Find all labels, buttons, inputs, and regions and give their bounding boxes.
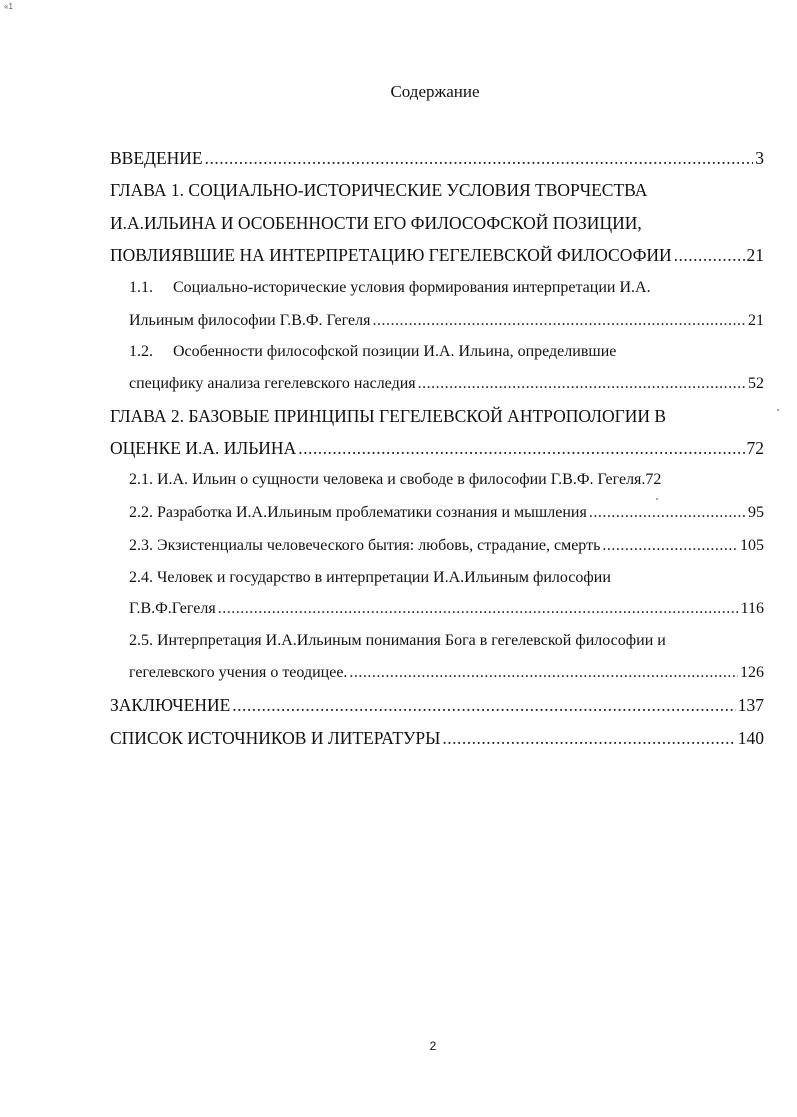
toc-entry-title: Ильиным философии Г.В.Ф. Гегеля: [129, 312, 371, 329]
toc-section-1-1-line-1[interactable]: [129, 276, 651, 300]
toc-section-2-1[interactable]: [129, 468, 764, 492]
toc-section-2-4-line-1[interactable]: [129, 566, 611, 590]
page-number: 2: [429, 1039, 437, 1053]
toc-heading: Содержание: [390, 82, 480, 101]
toc-entry-title: ОЦЕНКЕ И.А. ИЛЬИНА: [110, 438, 297, 458]
toc-entry-page: 105: [740, 537, 764, 554]
toc-entry-page: 140: [737, 728, 764, 748]
leader-dots: [372, 309, 746, 333]
toc-section-1-2-line-1[interactable]: [129, 340, 616, 364]
leader-dots: [349, 661, 738, 685]
toc-section-1-2-line-2[interactable]: [129, 372, 764, 396]
leader-dots: [674, 243, 745, 267]
toc-entry-title: 2.4. Человек и государство в интерпретации И.А.Ильиным философии: [129, 569, 611, 586]
toc-entry-title: И.А.ИЛЬИНА И ОСОБЕННОСТИ ЕГО ФИЛОСОФСКОЙ ПОЗИЦИИ,: [110, 213, 642, 233]
toc-chapter-1-line-1[interactable]: [110, 178, 647, 202]
toc-entry-title: ВВЕДЕНИЕ: [110, 148, 203, 168]
leader-dots: [218, 597, 739, 621]
toc-chapter-1-line-3[interactable]: [110, 243, 764, 267]
toc-entry-title: 2.1. И.А. Ильин о сущности человека и свободе в философии Г.В.Ф. Гегеля.: [129, 471, 646, 488]
toc-entry-title: Г.В.Ф.Гегеля: [129, 600, 216, 617]
leader-dots: [232, 693, 735, 717]
toc-entry-title: специфику анализа гегелевского наследия: [129, 375, 416, 392]
toc-section-2-5-line-1[interactable]: [129, 629, 666, 653]
toc-chapter-1-line-2[interactable]: [110, 211, 642, 235]
scan-speck: [777, 409, 779, 411]
toc-entry-page: 21: [746, 245, 764, 265]
toc-entry-title: 2.5. Интерпретация И.А.Ильиным понимания Бога в гегелевской философии и: [129, 632, 666, 649]
toc-entry-page: 72: [746, 438, 764, 458]
toc-chapter-2-line-2[interactable]: [110, 436, 764, 460]
leader-dots: [602, 534, 738, 558]
toc-entry-intro[interactable]: [110, 146, 764, 170]
toc-section-1-1-line-2[interactable]: [129, 309, 764, 333]
toc-entry-page: 72: [645, 471, 662, 488]
leader-dots: [589, 501, 746, 525]
leader-dots: [205, 146, 754, 170]
toc-entry-title: ГЛАВА 1. СОЦИАЛЬНО-ИСТОРИЧЕСКИЕ УСЛОВИЯ ТВОРЧЕСТВА: [110, 180, 648, 200]
toc-section-2-3[interactable]: [129, 534, 764, 558]
toc-entry-title: Социально-исторические условия формирования интерпретации И.А.: [173, 279, 651, 296]
toc-entry-title: Особенности философской позиции И.А. Ильина, определившие: [173, 343, 617, 360]
toc-entry-page: 95: [748, 504, 764, 521]
toc-entry-title: ГЛАВА 2. БАЗОВЫЕ ПРИНЦИПЫ ГЕГЕЛЕВСКОЙ АНТРОПОЛОГИИ В: [110, 406, 667, 426]
toc-entry-title: 2.3. Экзистенциалы человеческого бытия: любовь, страдание, смерть: [129, 537, 601, 554]
leader-dots: [418, 372, 746, 396]
toc-entry-page: 3: [755, 148, 764, 168]
scan-corner-mark: «1: [4, 2, 13, 11]
toc-entry-title: гегелевского учения о теодицее.: [129, 664, 348, 681]
toc-entry-page: 116: [740, 600, 764, 617]
toc-section-2-5-line-2[interactable]: [129, 661, 764, 685]
toc-entry-title: ПОВЛИЯВШИЕ НА ИНТЕРПРЕТАЦИЮ ГЕГЕЛЕВСКОЙ ФИЛОСОФИИ: [110, 245, 672, 265]
toc-entry-conclusion[interactable]: [110, 693, 764, 717]
toc-entry-page: 137: [737, 695, 764, 715]
toc-section-2-2[interactable]: [129, 501, 764, 525]
toc-section-number: 1.2.: [129, 343, 153, 360]
toc-entry-page: 126: [740, 664, 764, 681]
leader-dots: [298, 436, 744, 460]
toc-section-2-4-line-2[interactable]: [129, 597, 764, 621]
toc-section-number: 1.1.: [129, 279, 153, 296]
toc-chapter-2-line-1[interactable]: [110, 404, 666, 428]
toc-entry-page: 21: [748, 312, 764, 329]
scan-speck: [656, 498, 658, 500]
toc-entry-title: 2.2. Разработка И.А.Ильиным проблематики сознания и мышления: [129, 504, 587, 521]
toc-entry-sources[interactable]: [110, 726, 764, 750]
toc-entry-page: 52: [748, 375, 764, 392]
leader-dots: [442, 726, 735, 750]
toc-entry-title: ЗАКЛЮЧЕНИЕ: [110, 695, 231, 715]
toc-entry-title: СПИСОК ИСТОЧНИКОВ И ЛИТЕРАТУРЫ: [110, 728, 441, 748]
